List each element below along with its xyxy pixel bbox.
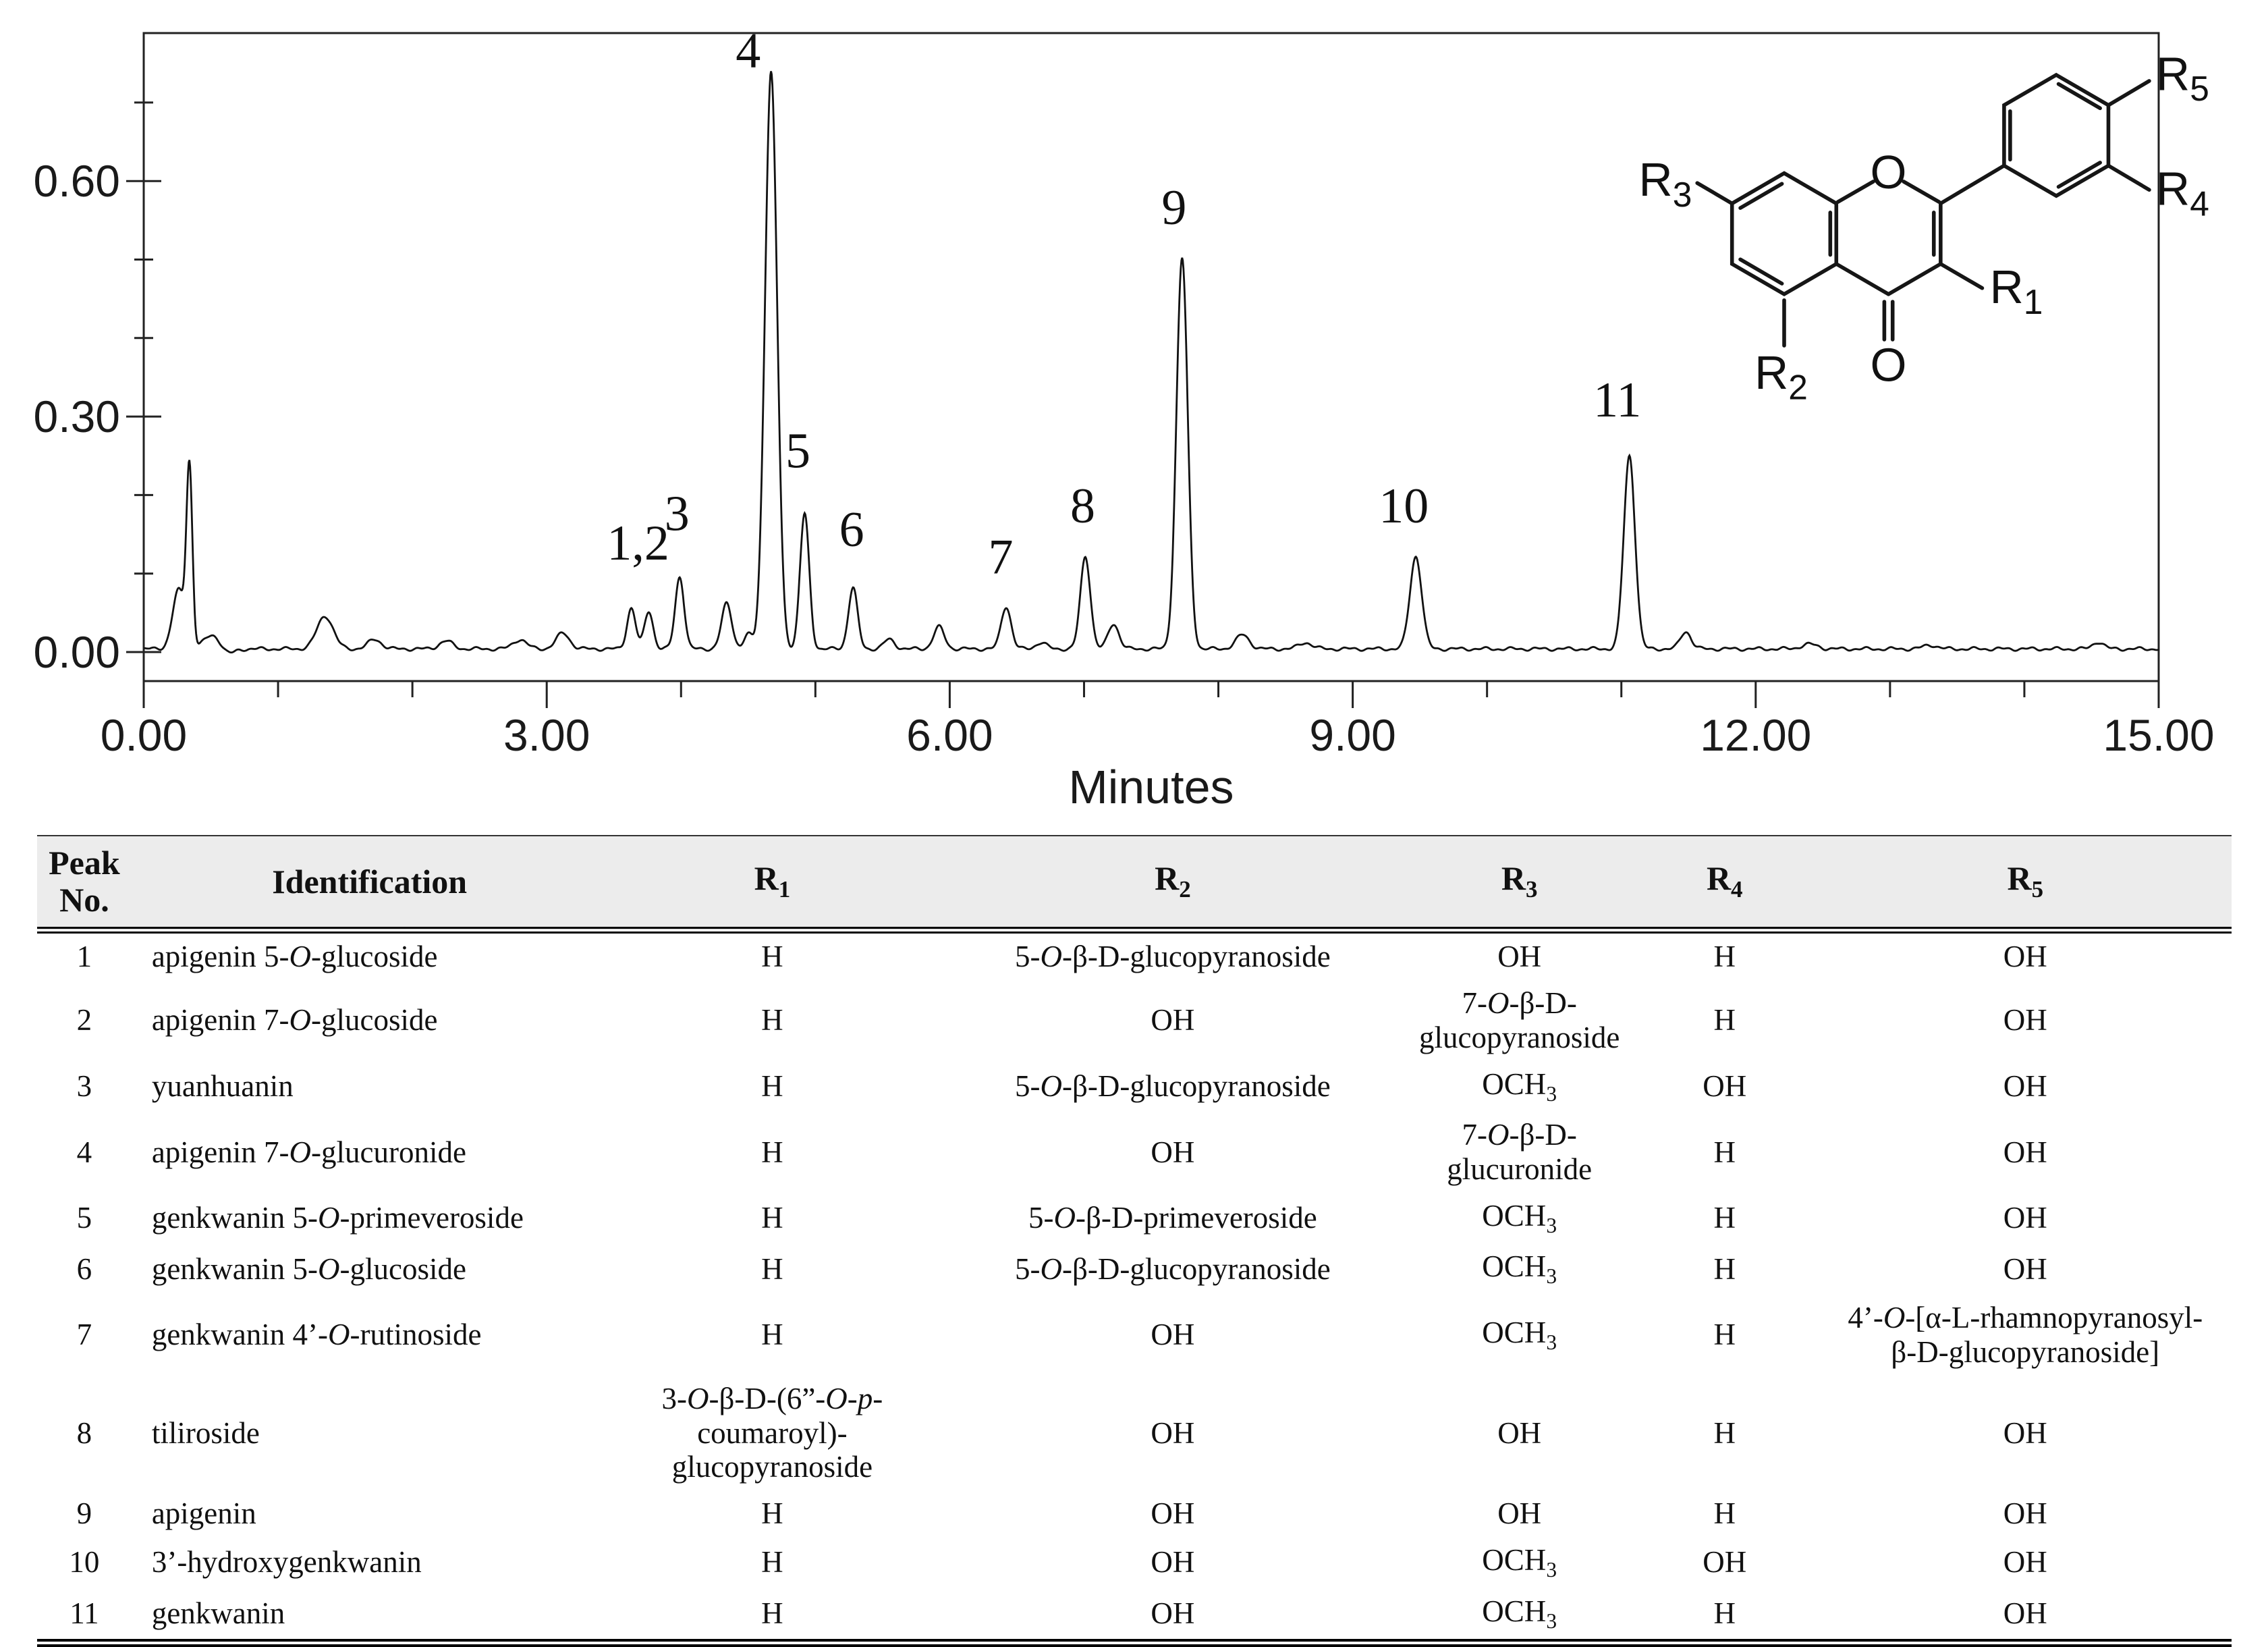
table-header xyxy=(37,836,2232,930)
cell-r1: H xyxy=(761,1003,783,1037)
cell-r3: OH xyxy=(1497,1496,1542,1531)
cell-r3: $OCH_3$ xyxy=(1482,1543,1557,1582)
peak-label-6: 6 xyxy=(839,502,864,558)
cell-r3: $OCH_3$ xyxy=(1482,1249,1557,1289)
cell-peak-no: 11 xyxy=(70,1596,99,1631)
bond-r4 xyxy=(2108,165,2149,190)
cell-r4: H xyxy=(1713,1596,1736,1631)
chromatogram-plot xyxy=(0,0,2268,820)
table-row xyxy=(37,1376,2232,1491)
cell-r4: H xyxy=(1713,1496,1736,1531)
bond-r3 xyxy=(1697,183,1732,203)
cell-r5: OH xyxy=(2003,940,2047,973)
x-tick-label: 6.00 xyxy=(906,710,993,760)
cell-identification: genkwanin 4’-O-rutinoside xyxy=(151,1318,482,1352)
cell-r5: OH xyxy=(2003,1545,2047,1580)
table-row xyxy=(37,1193,2232,1244)
cell-r4: H xyxy=(1713,1251,1736,1286)
cell-r3: OH xyxy=(1497,940,1542,973)
cell-r3: 7-O-β-D-glucopyranoside xyxy=(1418,986,1620,1054)
cell-r4: H xyxy=(1713,1415,1736,1450)
peak-label-7: 7 xyxy=(988,529,1014,585)
peak-label-11: 11 xyxy=(1593,373,1642,429)
table-row xyxy=(37,930,2232,980)
cell-peak-no: 4 xyxy=(76,1135,92,1169)
cell-r4: H xyxy=(1713,1318,1736,1352)
table-row xyxy=(37,1112,2232,1193)
cell-r1: H xyxy=(761,1069,783,1103)
cell-r2: OH xyxy=(1151,1318,1195,1352)
peak-label-3: 3 xyxy=(664,486,690,542)
cell-r3: $OCH_3$ xyxy=(1482,1594,1557,1633)
cell-r3: OH xyxy=(1497,1415,1542,1450)
column-header-identification: Identification xyxy=(132,836,608,930)
bond-o-c8a xyxy=(1838,182,1874,202)
cell-identification: yuanhuanin xyxy=(151,1069,294,1103)
cell-r2: 5-O-β-D-primeveroside xyxy=(1028,1201,1317,1235)
ring-b xyxy=(2004,75,2109,196)
axis-tick-labels xyxy=(34,156,2215,760)
cell-r5: OH xyxy=(2003,1135,2047,1169)
cell-identification: genkwanin 5-O-primeveroside xyxy=(151,1201,524,1235)
trace-path xyxy=(144,72,2159,653)
cell-r4: H xyxy=(1713,1003,1736,1037)
cell-r5: OH xyxy=(2003,1596,2047,1631)
cell-r5: OH xyxy=(2003,1069,2047,1103)
cell-r1: H xyxy=(761,1318,783,1352)
peak-label-5: 5 xyxy=(785,423,810,479)
structure-label-r3: $R_3$ xyxy=(1638,153,1692,214)
cell-r5: OH xyxy=(2003,1496,2047,1531)
cell-r1: 3-O-β-D-(6”-O-p-coumaroyl)- glucopyranoside xyxy=(661,1381,883,1484)
cell-r5: 4’-O-[α-L-rhamnopyranosyl- β-D-glucopyranoside] xyxy=(1848,1301,2203,1369)
cell-r2: 5-O-β-D-glucopyranoside xyxy=(1014,1251,1331,1286)
cell-r1: H xyxy=(761,1596,783,1631)
cell-r4: H xyxy=(1713,1135,1736,1169)
peak-number-labels xyxy=(607,24,1641,585)
peak-identification-table-wrap xyxy=(37,835,2232,1647)
cell-r2: OH xyxy=(1151,1135,1195,1169)
table-row xyxy=(37,1490,2232,1537)
cell-r5: OH xyxy=(2003,1003,2047,1037)
cell-r3: $OCH_3$ xyxy=(1482,1066,1557,1106)
peak-label-9: 9 xyxy=(1161,180,1187,236)
cell-r3: $OCH_3$ xyxy=(1482,1316,1557,1355)
x-tick-label: 12.00 xyxy=(1700,710,1812,760)
cell-peak-no: 1 xyxy=(76,940,92,973)
carbonyl-oxygen-label: O xyxy=(1870,338,1907,392)
cell-r1: H xyxy=(761,1496,783,1531)
cell-r2: OH xyxy=(1151,1596,1195,1631)
x-tick-label: 3.00 xyxy=(503,710,590,760)
x-tick-label: 15.00 xyxy=(2103,710,2215,760)
peak-label-4: 4 xyxy=(736,23,761,79)
cell-identification: tiliroside xyxy=(151,1415,260,1450)
bond-c4-c4a xyxy=(1836,264,1888,294)
flavonoid-structure-diagram xyxy=(1639,47,2209,406)
cell-r5: OH xyxy=(2003,1415,2047,1450)
cell-peak-no: 2 xyxy=(76,1003,92,1037)
cell-r5: OH xyxy=(2003,1251,2047,1286)
ring-oxygen-label: O xyxy=(1870,146,1907,198)
cell-peak-no: 6 xyxy=(76,1251,92,1286)
cell-identification: apigenin 7-O-glucoside xyxy=(151,1003,438,1037)
cell-peak-no: 9 xyxy=(76,1496,92,1531)
cell-r2: 5-O-β-D-glucopyranoside xyxy=(1014,1069,1331,1103)
structure-label-r4: $R_4$ xyxy=(2156,162,2209,223)
cell-peak-no: 3 xyxy=(76,1069,92,1103)
cell-r1: H xyxy=(761,940,783,973)
cell-peak-no: 5 xyxy=(76,1201,92,1235)
cell-peak-no: 7 xyxy=(76,1318,92,1352)
bond-r5 xyxy=(2108,81,2149,105)
bond-c2-b-ring xyxy=(1941,165,2004,203)
structure-label-r2: $R_2$ xyxy=(1754,346,1808,407)
cell-r3: $OCH_3$ xyxy=(1482,1198,1557,1237)
column-header-r4: $R_4$ xyxy=(1630,836,1819,930)
cell-r3: 7-O-β-D-glucuronide xyxy=(1447,1118,1593,1186)
x-tick-label: 0.00 xyxy=(100,710,188,760)
cell-peak-no: 10 xyxy=(69,1545,100,1580)
bond-r1 xyxy=(1941,264,1983,288)
table-row xyxy=(37,1061,2232,1112)
cell-identification: apigenin 5-O-glucoside xyxy=(151,940,438,973)
bond-o-c2 xyxy=(1904,182,1939,202)
table-row xyxy=(37,1588,2232,1644)
cell-r2: OH xyxy=(1151,1496,1195,1531)
structure-label-r1: $R_1$ xyxy=(1989,261,2043,321)
column-header-r2: $R_2$ xyxy=(937,836,1408,930)
cell-r1: H xyxy=(761,1201,783,1235)
peak-label-12: 1,2 xyxy=(607,515,669,571)
cell-r5: OH xyxy=(2003,1201,2047,1235)
cell-identification: genkwanin xyxy=(151,1596,285,1631)
cell-r4: OH xyxy=(1703,1069,1747,1103)
y-tick-label: 0.30 xyxy=(33,392,120,442)
cell-identification: genkwanin 5-O-glucoside xyxy=(151,1251,466,1286)
cell-r4: H xyxy=(1713,1201,1736,1235)
chromatogram-trace xyxy=(144,72,2159,653)
cell-r2: 5-O-β-D-glucopyranoside xyxy=(1014,940,1331,973)
x-axis-title: Minutes xyxy=(1068,761,1234,813)
table-row xyxy=(37,1537,2232,1588)
table-row xyxy=(37,1295,2232,1376)
cell-r4: OH xyxy=(1703,1545,1747,1580)
table-row xyxy=(37,1243,2232,1295)
cell-r1: H xyxy=(761,1545,783,1580)
x-tick-label: 9.00 xyxy=(1309,710,1396,760)
cell-r2: OH xyxy=(1151,1003,1195,1037)
cell-r2: OH xyxy=(1151,1545,1195,1580)
y-tick-label: 0.60 xyxy=(33,156,120,207)
column-header-r5: $R_5$ xyxy=(1819,836,2232,930)
cell-peak-no: 8 xyxy=(76,1415,92,1450)
peak-label-8: 8 xyxy=(1070,479,1095,535)
results-table xyxy=(37,835,2232,1647)
ring-a xyxy=(1732,173,1837,294)
cell-identification: 3’-hydroxygenkwanin xyxy=(151,1545,422,1580)
cell-r1: H xyxy=(761,1251,783,1286)
cell-r2: OH xyxy=(1151,1415,1195,1450)
column-header-peak-no: Peak No. xyxy=(37,836,132,930)
column-header-r3: $R_3$ xyxy=(1408,836,1630,930)
cell-identification: apigenin 7-O-glucuronide xyxy=(151,1135,466,1169)
cell-identification: apigenin xyxy=(151,1496,256,1531)
table-row xyxy=(37,980,2232,1061)
cell-r1: H xyxy=(761,1135,783,1169)
structure-label-r5: $R_5$ xyxy=(2156,47,2209,109)
peak-label-10: 10 xyxy=(1379,479,1429,535)
y-tick-label: 0.00 xyxy=(33,627,120,677)
cell-r4: H xyxy=(1713,940,1736,973)
column-header-r1: $R_1$ xyxy=(608,836,937,930)
bond-c3-c4 xyxy=(1889,264,1941,294)
plot-frame xyxy=(144,33,2159,681)
